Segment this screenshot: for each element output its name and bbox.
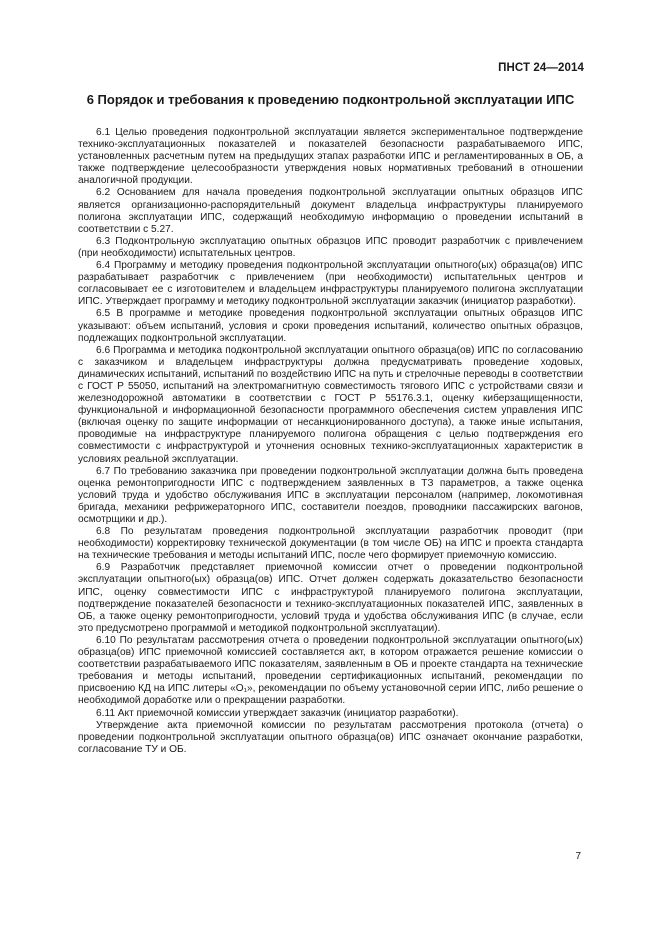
paragraph-6-7: 6.7 По требованию заказчика при проведении подконтрольной эксплуатации должна быть проведена оценка ремонтопригодности ИПС с подтверждением заявленных в ТЗ параметров, а также оценка условий труда и удобство обслуживания ИПС в эксплуатации персоналом (например, локомотивная бригада, механики рефрижераторного ИПС, составители поездов, проводники пассажирских вагонов, осмотрщики и др.). [78, 465, 583, 525]
paragraph-6-1: 6.1 Целью проведения подконтрольной эксплуатации является экспериментальное подтверждение технико-эксплуатационных показателей и показателей безопасности разрабатываемого ИПС, установленных расчетным путем на предыдущих этапах разработки ИПС и регламентированных в ОБ, а также подтверждение целесообразности утверждения новых нормативных требований в отношении аналогичной продукции. [78, 127, 583, 187]
paragraph-6-2: 6.2 Основанием для начала проведения подконтрольной эксплуатации опытных образцов ИПС является организационно-распорядительный документ владельца инфраструктуры планируемого полигона эксплуатации ИПС, содержащий необходимую информацию о проведении испытаний в соответствии с 5.27. [78, 187, 583, 235]
paragraph-6-10: 6.10 По результатам рассмотрения отчета о проведении подконтрольной эксплуатации опытного(ых) образца(ов) ИПС приемочной комиссией составляется акт, в котором отражается решение комиссии о соответствии разрабатываемого ИПС показателям, заявленным в ОБ и проекте стандарта на технические требования и методы испытаний, проведении сертификационных испытаний, рекомендации по присвоению КД на ИПС литеры «О₁», рекомендации по объему установочной серии ИПС, либо решение о необходимой доработке или о прекращении разработки. [78, 634, 583, 707]
page-number: 7 [575, 851, 581, 862]
paragraph-6-3: 6.3 Подконтрольную эксплуатацию опытных образцов ИПС проводит разработчик с привлечением (при необходимости) испытательных центров. [78, 235, 583, 259]
paragraph-6-5: 6.5 В программе и методике проведения подконтрольной эксплуатации опытных образцов ИПС указывают: объем испытаний, условия и сроки проведения испытаний, количество опытных образцов, подлежащих подконтрольной эксплуатации. [78, 308, 583, 344]
paragraph-approval: Утверждение акта приемочной комиссии по результатам рассмотрения протокола (отчета) о проведении подконтрольной эксплуатации опытного образца(ов) ИПС означает окончание разработки, согласование ТУ и ОБ. [78, 719, 583, 755]
paragraph-6-4: 6.4 Программу и методику проведения подконтрольной эксплуатации опытного(ых) образца(ов) ИПС разрабатывает разработчик с привлечением (при необходимости) испытательных центров и согласовывает ее с изготовителем и владельцем инфраструктуры планируемого полигона эксплуатации ИПС. Утверждает программу и методику подконтрольной эксплуатации заказчик (инициатор разработки). [78, 260, 583, 308]
document-code-header: ПНСТ 24—2014 [498, 62, 584, 74]
paragraph-6-8: 6.8 По результатам проведения подконтрольной эксплуатации разработчик проводит (при необходимости) корректировку технической документации (в том числе ОБ) на ИПС и проекта стандарта на технические требования и методы испытаний ИПС, после чего формирует приемочную комиссию. [78, 526, 583, 562]
paragraph-6-6: 6.6 Программа и методика подконтрольной эксплуатации опытного образца(ов) ИПС по согласованию с заказчиком и владельцем инфраструктуры должна предусматривать проведение ходовых, динамических испытаний, испытаний по воздействию ИПС на путь и стрелочные переводы в соответствии с ГОСТ Р 55050, испытаний на электромагнитную совместимость тягового ИПС с устройствами связи и железнодорожной автоматики в соответствии с ГОСТ Р 55176.3.1, оценку киберзащищенности, функциональной и информационной безопасности программного обеспечения систем управления ИПС (включая оценку по защите информации от несанкционированного доступа), а также иные испытания, проводимые на инфраструктуре планируемого полигона обращения с целью подтверждения его совместимости с инфраструктурой и уточнения основных технико-эксплуатационных характеристик в условиях реальной эксплуатации. [78, 344, 583, 465]
paragraph-6-11: 6.11 Акт приемочной комиссии утверждает заказчик (инициатор разработки). [96, 707, 459, 719]
paragraph-6-9: 6.9 Разработчик представляет приемочной комиссии отчет о проведении подконтрольной эксплуатации опытного(ых) образца(ов) ИПС. Отчет должен содержать доказательство безопасности ИПС, оценку совместимости ИПС с инфраструктурой планируемого полигона эксплуатации, подтверждение показателей безопасности и технико-эксплуатационных показателей ИПС, заявленных в ОБ, а также оценку ремонтопригодности, условий труда и удобства обслуживания ИПС (в случае, если это предусмотрено программой и методикой подконтрольной эксплуатации). [78, 562, 583, 634]
section-title: 6 Порядок и требования к проведению подконтрольной эксплуатации ИПС [86, 92, 575, 107]
body-text [78, 127, 583, 756]
